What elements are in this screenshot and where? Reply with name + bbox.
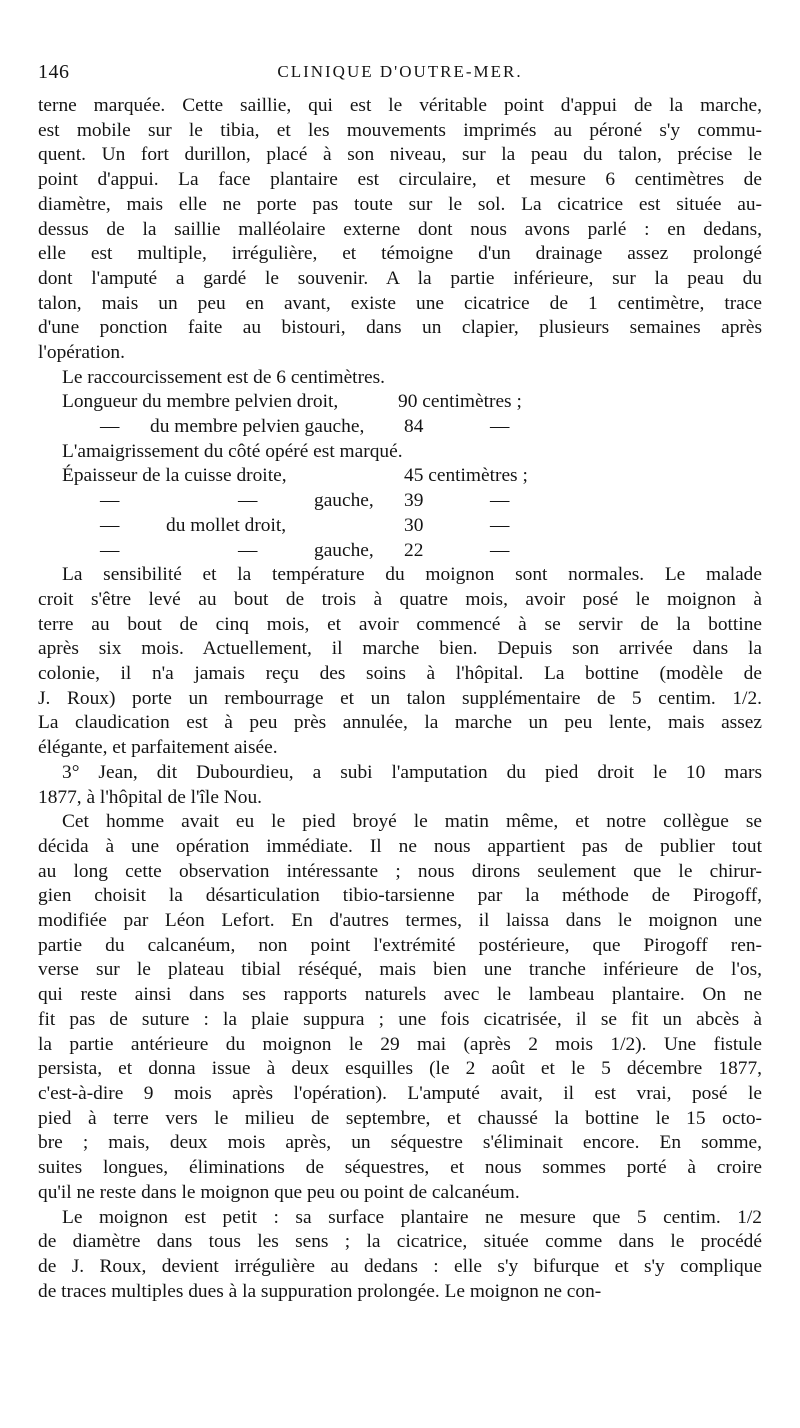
text-line: suites longues, éliminations de séquestres, et nous sommes porté à croire <box>38 1157 762 1179</box>
text-line: dont l'amputé a gardé le souvenir. A la partie inférieure, sur la peau du <box>38 267 762 289</box>
text-line: La claudication est à peu près annulée, la marche un peu lente, mais assez <box>38 712 762 734</box>
measure-label: Épaisseur de la cuisse droite, <box>62 465 287 487</box>
measure-value: 39 <box>404 490 424 512</box>
text-line: La sensibilité et la température du moignon sont normales. Le malade <box>62 564 762 586</box>
measure-line <box>38 440 762 465</box>
text-line: qu'il ne reste dans le moignon que peu ou point de calcanéum. <box>38 1181 520 1203</box>
text-line: fit pas de suture : la plaie suppura ; une fois cicatrisée, il se fit un abcès à <box>38 1008 762 1030</box>
text-line: Cet homme avait eu le pied broyé le matin même, et notre collègue se <box>62 811 762 833</box>
measure-line <box>38 464 762 489</box>
measure-line <box>38 514 762 539</box>
text-line: partie du calcanéum, non point l'extrémité postérieure, que Pirogoff ren- <box>38 934 762 956</box>
measure-value: 45 centimètres ; <box>404 465 528 487</box>
text-line: au long cette observation intéressante ; nous dirons seulement que le chirur- <box>38 860 762 882</box>
measure-label: du mollet droit, <box>166 514 287 536</box>
text-line: modifiée par Léon Lefort. En d'autres termes, il laissa dans le moignon une <box>38 910 762 932</box>
text-line: bre ; mais, deux mois après, un séquestre s'éliminait encore. En somme, <box>38 1132 762 1154</box>
text-line: colonie, il n'a jamais reçu des soins à l'hôpital. La bottine (modèle de <box>38 663 762 685</box>
text-line: d'une ponction faite au bistouri, dans un clapier, plusieurs semaines après <box>38 317 762 339</box>
running-head: CLINIQUE D'OUTRE-MER. <box>277 62 523 81</box>
text-line: diamètre, mais elle ne porte pas toute sur le sol. La cicatrice est située au- <box>38 193 762 215</box>
ditto-mark: — <box>100 514 120 536</box>
text-line: après six mois. Actuellement, il marche bien. Depuis son arrivée dans la <box>38 638 762 660</box>
page-number: 146 <box>38 61 70 83</box>
text-line: verse sur le plateau tibial réséqué, mais bien une tranche inférieure de l'os, <box>38 959 762 981</box>
text-line: est mobile sur le tibia, et les mouvements imprimés au péroné s'y commu- <box>38 119 762 141</box>
text-line: J. Roux) porte un rembourrage et un talon supplémentaire de 5 centim. 1/2. <box>38 687 762 709</box>
ditto-mark: — <box>490 514 510 536</box>
page-header <box>38 60 762 94</box>
measure-label: gauche, <box>314 539 374 561</box>
text-line: terne marquée. Cette saillie, qui est le véritable point d'appui de la marche, <box>38 95 762 116</box>
measure-label: Longueur du membre pelvien droit, <box>62 391 339 413</box>
ditto-mark: — <box>238 539 258 561</box>
paragraph <box>38 761 762 810</box>
measure-label: gauche, <box>314 490 374 512</box>
measure-line <box>38 489 762 514</box>
ditto-mark: — <box>490 539 510 561</box>
measure-label: du membre pelvien gauche, <box>150 416 365 438</box>
text-line: de J. Roux, devient irrégulière au dedans : elle s'y bifurque et s'y complique <box>38 1255 762 1277</box>
text-line: Le moignon est petit : sa surface plantaire ne mesure que 5 centim. 1/2 <box>62 1206 762 1228</box>
text-line: gien choisit la désarticulation tibio-tarsienne par la méthode de Pirogoff, <box>38 885 762 907</box>
text-line: décida à une opération immédiate. Il ne nous appartient pas de publier tout <box>38 835 762 857</box>
paragraph <box>38 1206 762 1305</box>
measure-text: L'amaigrissement du côté opéré est marqué. <box>62 440 403 462</box>
text-line: 3° Jean, dit Dubourdieu, a subi l'amputation du pied droit le 10 mars <box>62 761 762 783</box>
measure-line <box>38 390 762 415</box>
ditto-mark: — <box>100 416 120 438</box>
measure-value: 90 centimètres ; <box>398 391 522 413</box>
text-line: quent. Un fort durillon, placé à son niveau, sur la peau du talon, précise le <box>38 144 762 166</box>
paragraph <box>38 563 762 761</box>
text-line: elle est multiple, irrégulière, et témoigne d'un drainage assez prolongé <box>38 243 762 265</box>
text-line: de diamètre dans tous les sens ; la cicatrice, située comme dans le procédé <box>38 1231 762 1253</box>
measure-line <box>38 366 762 391</box>
text-line: dessus de la saillie malléolaire externe dont nous avons parlé : en dedans, <box>38 218 762 240</box>
text-line: 1877, à l'hôpital de l'île Nou. <box>38 786 263 808</box>
measurements-block <box>38 366 762 564</box>
text-line: persista, et donna issue à deux esquilles (le 2 août et le 5 décembre 1877, <box>38 1058 762 1080</box>
measure-value: 22 <box>404 539 424 561</box>
text-line: pied à terre vers le milieu de septembre, et chaussé la bottine le 15 octo- <box>38 1107 762 1129</box>
paragraph <box>38 810 762 1205</box>
text-line: élégante, et parfaitement aisée. <box>38 737 278 759</box>
text-line: la partie antérieure du moignon le 29 mai (après 2 mois 1/2). Une fistule <box>38 1033 762 1055</box>
paragraph-continuation <box>38 94 762 366</box>
ditto-mark: — <box>490 416 510 438</box>
measure-text: Le raccourcissement est de 6 centimètres. <box>62 366 386 388</box>
measure-line <box>38 539 762 564</box>
text-line: c'est-à-dire 9 mois après l'opération). L'amputé avait, il est vrai, posé le <box>38 1083 762 1104</box>
text-line: point d'appui. La face plantaire est circulaire, et mesure 6 centimètres de <box>38 169 762 191</box>
ditto-mark: — <box>238 490 258 512</box>
text-line: de traces multiples dues à la suppuration prolongée. Le moignon ne con- <box>38 1280 602 1302</box>
measure-line <box>38 415 762 440</box>
ditto-mark: — <box>490 490 510 512</box>
measure-value: 84 <box>404 416 424 438</box>
book-page <box>38 60 762 1304</box>
ditto-mark: — <box>100 539 120 561</box>
text-line: l'opération. <box>38 342 125 364</box>
text-line: croit s'être levé au bout de trois à quatre mois, avoir posé le moignon à <box>38 588 762 610</box>
text-line: terre au bout de cinq mois, et avoir commencé à se servir de la bottine <box>38 613 762 635</box>
measure-value: 30 <box>404 514 424 536</box>
text-line: talon, mais un peu en avant, existe une cicatrice de 1 centimètre, trace <box>38 292 762 314</box>
ditto-mark: — <box>100 490 120 512</box>
text-line: qui reste ainsi dans ses rapports naturels avec le lambeau plantaire. On ne <box>38 984 762 1006</box>
